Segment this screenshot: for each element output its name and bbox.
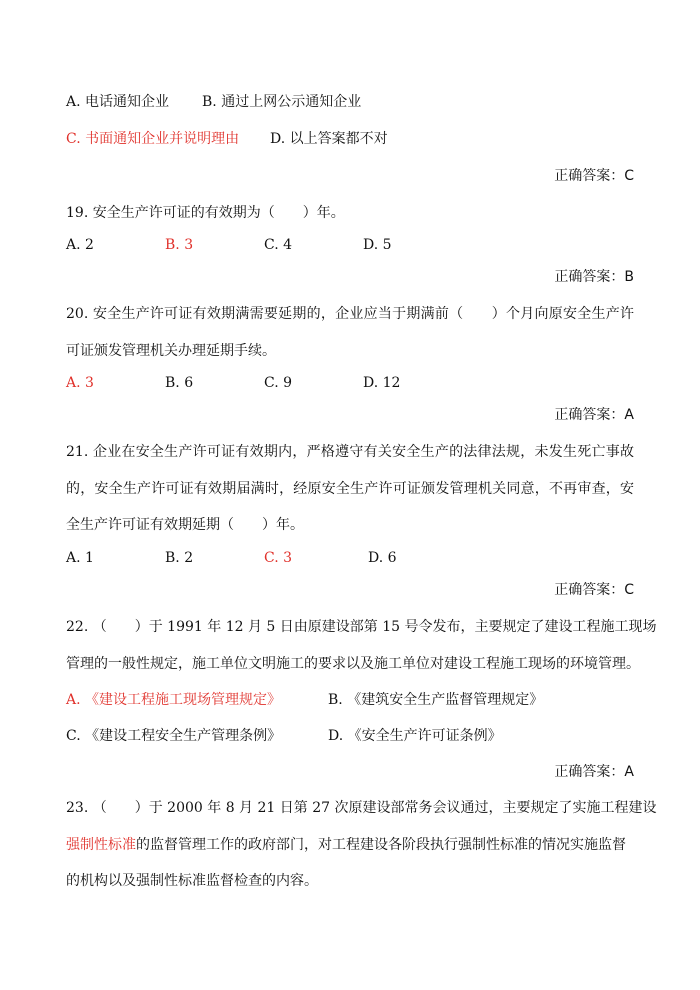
q18-option-d: D. 以上答案都不对 [270,131,388,147]
q22-option-c: C. 《建设工程安全生产管理条例》 [66,728,282,744]
q20-question-line-2: 可证颁发管理机关办理延期手续。 [66,343,276,359]
q23-question-line-1: 23. （ ）于 2000 年 8 月 21 日第 27 次原建设部常务会议通过，主要规定了实施工程建设 [66,800,657,816]
q21-option-a: A. 1 [66,550,94,566]
q20-answer: 正确答案：A [554,407,634,423]
q20-option-d: D. 12 [363,375,401,391]
q18-option-b: B. 通过上网公示通知企业 [202,94,362,110]
q20-option-a: A. 3 [66,375,94,391]
q23-highlight-term: 强制性标准 [66,837,136,853]
q19-option-a: A. 2 [66,237,94,253]
q18-option-c: C. 书面通知企业并说明理由 [66,131,240,147]
q21-question-line-2: 的，安全生产许可证有效期届满时，经原安全生产许可证颁发管理机关同意，不再审查，安 [66,481,634,497]
q18-answer: 正确答案：C [554,168,634,184]
q19-option-c: C. 4 [264,237,293,253]
q23-question-line-3: 的机构以及强制性标准监督检查的内容。 [66,873,318,889]
q22-question-line-1: 22. （ ）于 1991 年 12 月 5 日由原建设部第 15 号令发布，主要规定了建设工程施工现场 [66,619,657,635]
q21-option-d: D. 6 [368,550,397,566]
q20-option-c: C. 9 [264,375,293,391]
q21-option-c: C. 3 [264,550,293,566]
q22-option-b: B. 《建筑安全生产监督管理规定》 [328,692,544,708]
q19-option-d: D. 5 [363,237,392,253]
q21-option-b: B. 2 [165,550,194,566]
q21-question-line-3: 全生产许可证有效期延期（ ）年。 [66,517,304,533]
q19-question: 19. 安全生产许可证的有效期为（ ）年。 [66,205,345,221]
q23-question-line-2 [66,836,626,854]
q22-question-line-2: 管理的一般性规定，施工单位文明施工的要求以及施工单位对建设工程施工现场的环境管理。 [66,656,640,672]
q21-answer: 正确答案：C [554,582,634,598]
q23-line-2-rest: 的监督管理工作的政府部门，对工程建设各阶段执行强制性标准的情况实施监督 [136,837,626,853]
q19-answer: 正确答案：B [554,269,634,285]
q22-option-d: D. 《安全生产许可证条例》 [328,728,502,744]
q20-question-line-1: 20. 安全生产许可证有效期满需要延期的，企业应当于期满前（ ）个月向原安全生产许 [66,306,634,322]
q21-question-line-1: 21. 企业在安全生产许可证有效期内，严格遵守有关安全生产的法律法规，未发生死亡事故 [66,444,634,460]
q22-option-a: A. 《建设工程施工现场管理规定》 [66,692,282,708]
q18-option-a: A. 电话通知企业 [66,94,170,110]
q19-option-b: B. 3 [165,237,194,253]
q20-option-b: B. 6 [165,375,194,391]
q22-answer: 正确答案：A [554,764,634,780]
